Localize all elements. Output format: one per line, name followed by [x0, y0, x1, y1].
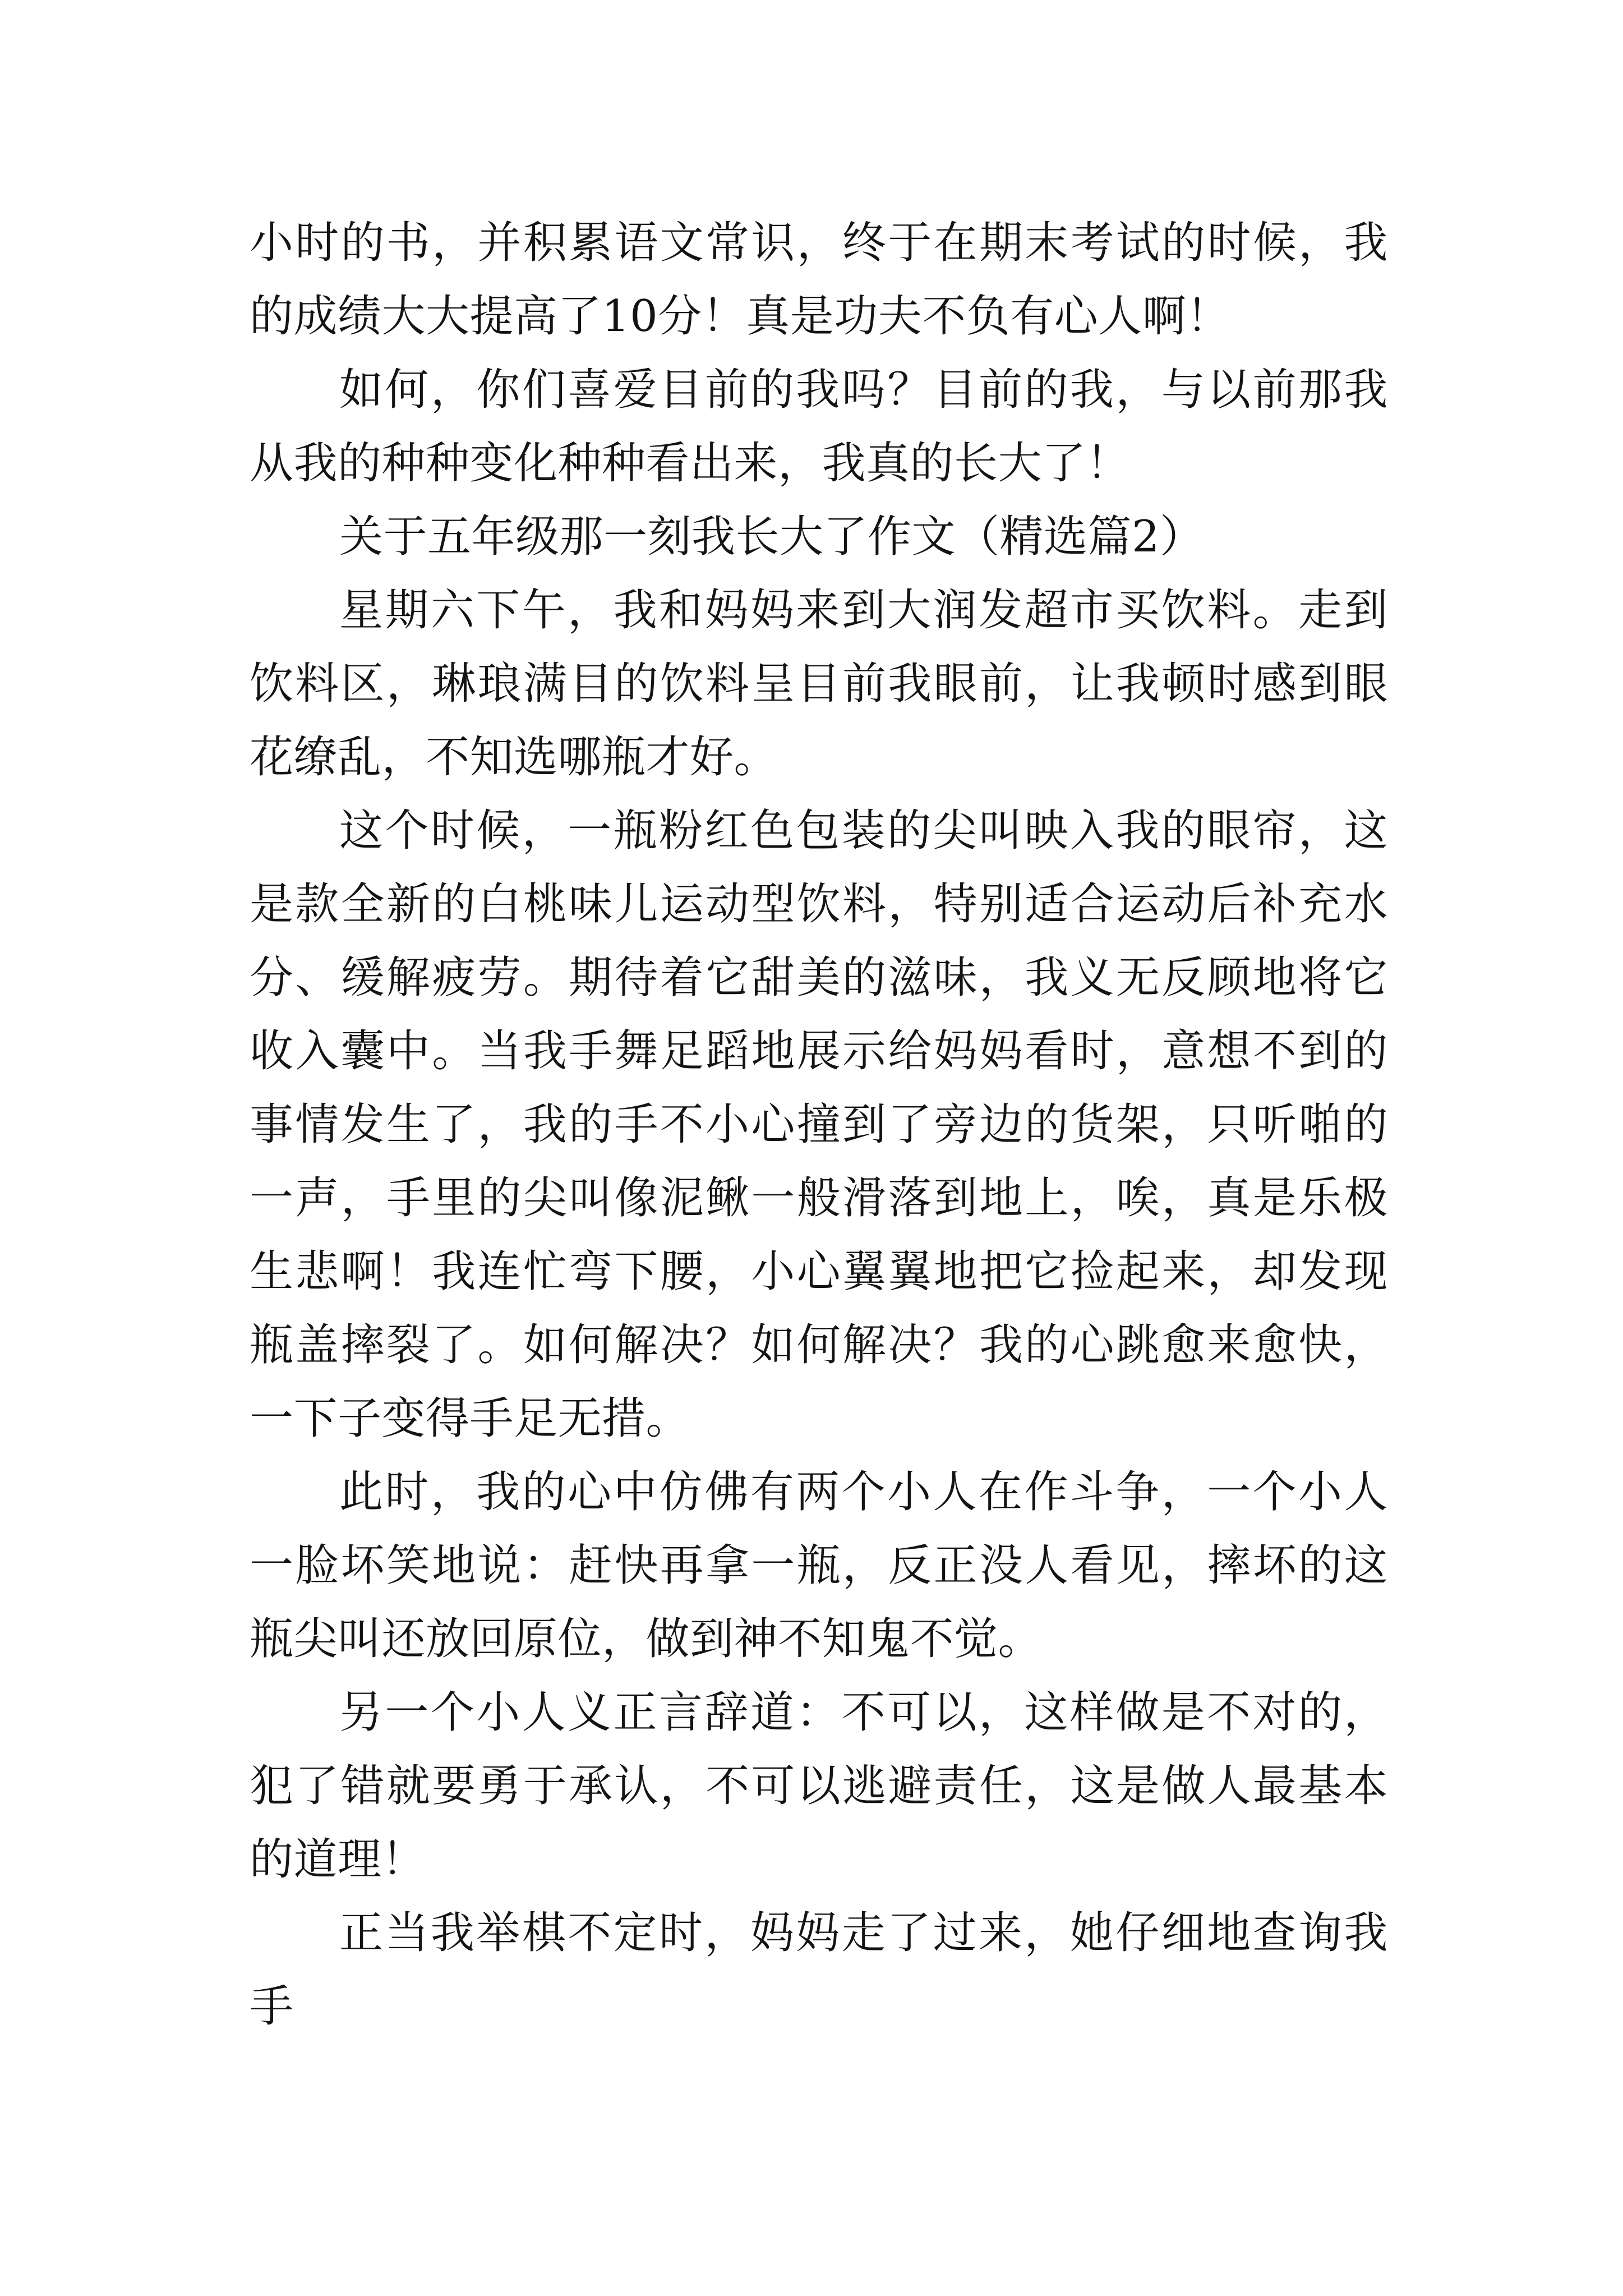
document-body: [250, 206, 1388, 2044]
paragraph-6: 另一个小人义正言辞道：不可以，这样做是不对的，犯了错就要勇于承认，不可以逃避责任，这是做人最基本的道理！: [250, 1687, 1388, 1885]
paragraph-2: 如何，你们喜爱目前的我吗？目前的我，与以前那我从我的种种变化种种看出来，我真的长大了！: [250, 365, 1388, 489]
paragraph-3: 星期六下午，我和妈妈来到大润发超市买饮料。走到饮料区，琳琅满目的饮料呈目前我眼前，让我顿时感到眼花缭乱，不知选哪瓶才好。: [250, 585, 1388, 783]
paragraph-4: 这个时候，一瓶粉红色包装的尖叫映入我的眼帘，这是款全新的白桃味儿运动型饮料，特别适合运动后补充水分、缓解疲劳。期待着它甜美的滋味，我义无反顾地将它收入囊中。当我手舞足蹈地展示给妈妈看时，意想不到的事情发生了，我的手不小心撞到了旁边的货架，只听啪的一声，手里的尖叫像泥鳅一般滑落到地上，唉，真是乐极生悲啊！我连忙弯下腰，小心翼翼地把它捡起来，却发现瓶盖摔裂了。如何解决？如何解决？我的心跳愈来愈快，一下子变得手足无措。: [250, 806, 1388, 1444]
paragraph-7: 正当我举棋不定时，妈妈走了过来，她仔细地查询我手: [250, 1908, 1388, 2032]
paragraph-1: 小时的书，并积累语文常识，终于在期末考试的时候，我的成绩大大提高了10分！真是功夫不负有心人啊！: [250, 218, 1388, 342]
paragraph-5: 此时，我的心中仿佛有两个小人在作斗争，一个小人一脸坏笑地说：赶快再拿一瓶，反正没人看见，摔坏的这瓶尖叫还放回原位，做到神不知鬼不觉。: [250, 1467, 1388, 1664]
section-heading: 关于五年级那一刻我长大了作文（精选篇2）: [339, 512, 1204, 562]
